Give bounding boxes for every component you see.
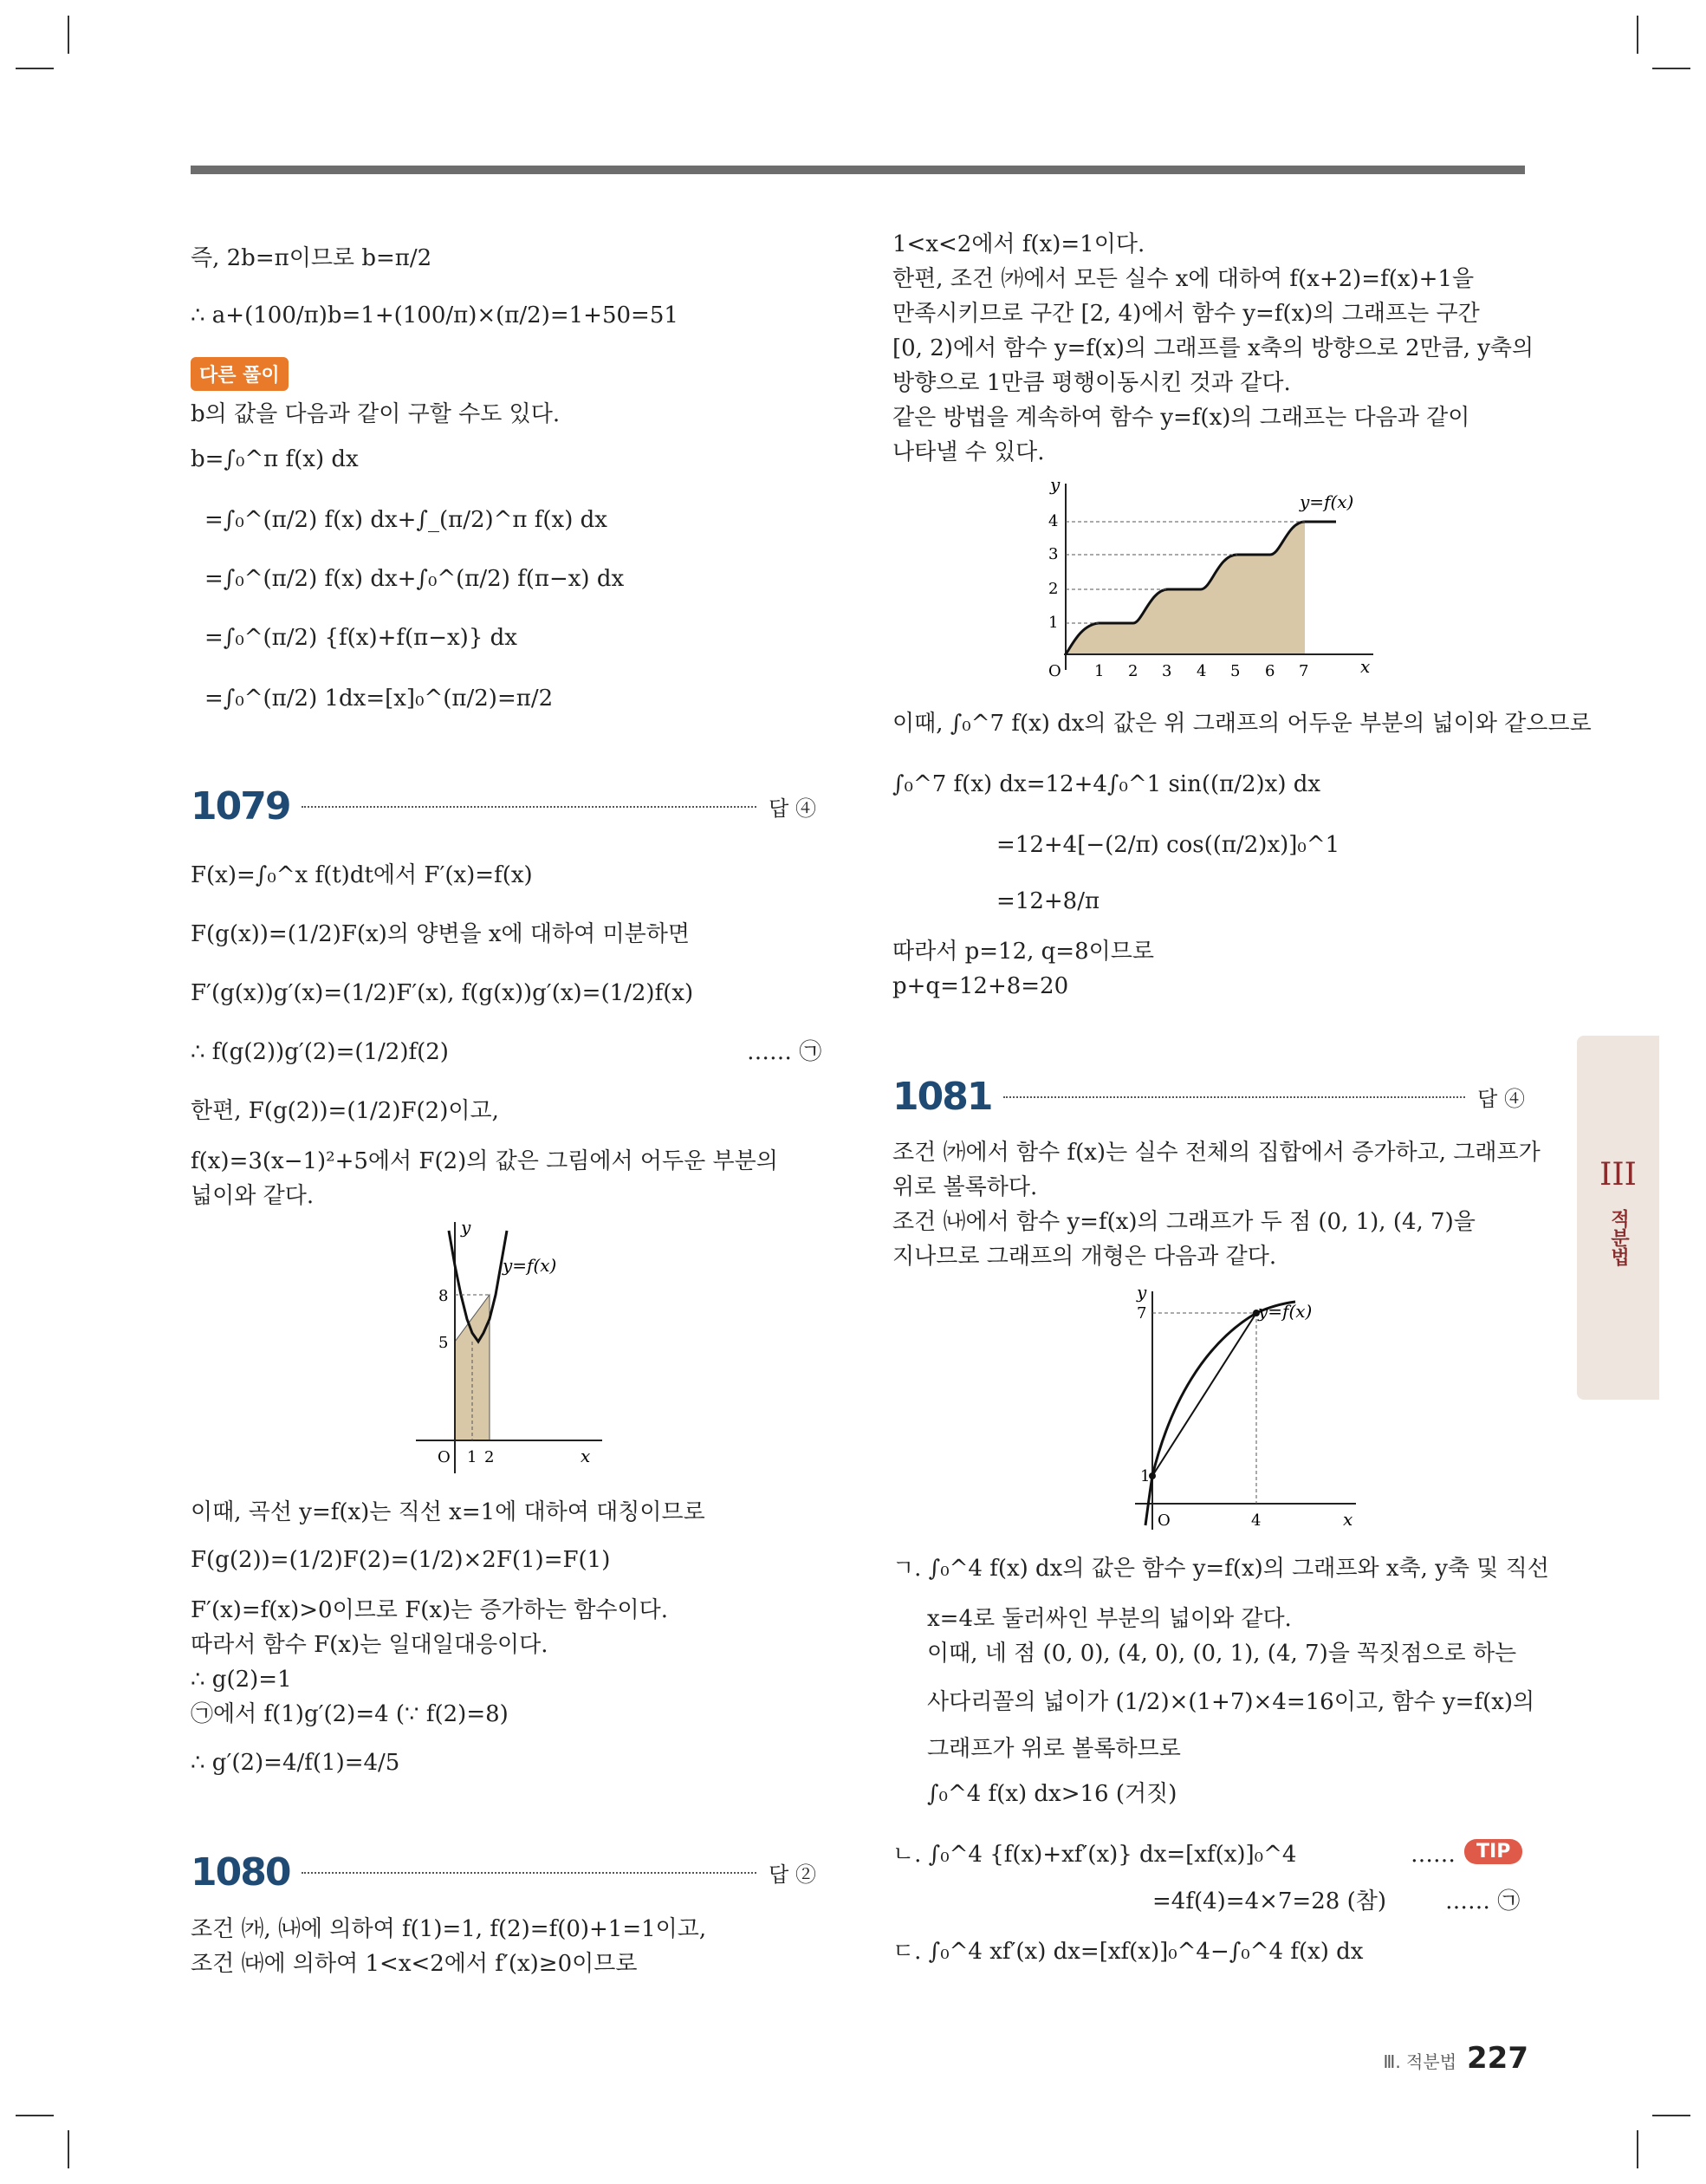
math-line: p+q=12+8=20 [892, 973, 1069, 999]
equation-marker: …… [1411, 1842, 1456, 1868]
tick-label: 5 [1230, 662, 1241, 680]
leader-dots [302, 806, 756, 808]
chapter-roman: III [1599, 1157, 1637, 1193]
text-line: 조건 ㈎에서 함수 f(x)는 실수 전체의 집합에서 증가하고, 그래프가 [892, 1140, 1541, 1166]
curve-label: y=f(x) [503, 1255, 557, 1276]
tick-label: 2 [1048, 580, 1059, 598]
text-line: 조건 ㈎, ㈏에 의하여 f(1)=1, f(2)=f(0)+1=1이고, [191, 1916, 707, 1942]
crop-mark [1637, 16, 1638, 54]
math-line: =∫₀^(π/2) f(x) dx+∫_(π/2)^π f(x) dx [204, 507, 607, 533]
text-line: 넓이와 같다. [191, 1183, 315, 1209]
math-line: F(g(x))=(1/2)F(x)의 양변을 x에 대하여 미분하면 [191, 921, 690, 947]
page-footer [1384, 2041, 1528, 2076]
math-line: ∫₀^7 f(x) dx=12+4∫₀^1 sin((π/2)x) dx [892, 771, 1321, 797]
crop-mark [16, 68, 54, 69]
text-line: 나타낼 수 있다. [892, 439, 1045, 465]
math-line: ㄷ. ∫₀^4 xf′(x) dx=[xf(x)]₀^4−∫₀^4 f(x) dx [892, 1939, 1364, 1965]
tick-label: 1 [467, 1448, 477, 1466]
graph-1079 [407, 1218, 615, 1478]
text-line: x=4로 둘러싸인 부분의 넓이와 같다. [927, 1606, 1292, 1632]
text-line: 같은 방법을 계속하여 함수 y=f(x)의 그래프는 다음과 같이 [892, 405, 1470, 431]
page-number: 227 [1467, 2041, 1528, 2076]
text-line: 따라서 p=12, q=8이므로 [892, 939, 1154, 965]
tick-label: 3 [1162, 662, 1172, 680]
tick-label: 4 [1197, 662, 1207, 680]
tick-label: 7 [1299, 662, 1309, 680]
text-line: 조건 ㈐에 의하여 1<x<2에서 f′(x)≥0이므로 [191, 1951, 638, 1977]
tip-badge: TIP [1464, 1839, 1522, 1864]
tick-label: O [438, 1448, 451, 1466]
text-line: ∴ a+(100/π)b=1+(100/π)×(π/2)=1+50=51 [191, 302, 678, 328]
top-rule [191, 166, 1525, 174]
text-line: f(x)=3(x−1)²+5에서 F(2)의 값은 그림에서 어두운 부분의 [191, 1148, 778, 1174]
axis-label-x: x [1360, 656, 1371, 677]
text-line: 지나므로 그래프의 개형은 다음과 같다. [892, 1244, 1277, 1270]
math-line: 이때, ∫₀^7 f(x) dx의 값은 위 그래프의 어두운 부분의 넓이와 같으므로 [892, 711, 1592, 737]
graph-1081 [1118, 1283, 1369, 1534]
tick-label: 6 [1265, 662, 1275, 680]
alt-solution-badge: 다른 풀이 [191, 357, 289, 391]
problem-header-1079 [191, 784, 816, 829]
text-line: 위로 볼록하다. [892, 1174, 1038, 1200]
crop-mark [1637, 2130, 1638, 2168]
axis-label-y: y [1050, 475, 1061, 495]
tick-label: 7 [1137, 1304, 1147, 1323]
tick-label: 8 [438, 1287, 449, 1305]
math-line: 사다리꼴의 넓이가 (1/2)×(1+7)×4=16이고, 함수 y=f(x)의 [927, 1689, 1535, 1715]
axis-label-x: x [581, 1446, 591, 1466]
leader-dots [302, 1872, 756, 1874]
chord-line [1152, 1313, 1256, 1476]
answer-label: 답 ④ [1477, 1087, 1525, 1111]
leader-dots [1003, 1096, 1465, 1098]
text-line: 즉, 2b=π이므로 b=π/2 [191, 245, 432, 271]
text-line: 이때, 네 점 (0, 0), (4, 0), (0, 1), (4, 7)을 꼭짓점으로 하는 [927, 1641, 1517, 1667]
text-line: F′(x)=f(x)>0이므로 F(x)는 증가하는 함수이다. [191, 1597, 669, 1623]
tick-label: 3 [1048, 545, 1059, 563]
axis-label-y: y [1137, 1283, 1147, 1303]
math-line: F′(g(x))g′(x)=(1/2)F′(x), f(g(x))g′(x)=(1/2)f(x) [191, 980, 694, 1006]
tick-label: 2 [1128, 662, 1138, 680]
text-line: 따라서 함수 F(x)는 일대일대응이다. [191, 1632, 548, 1658]
math-line: ㄴ. ∫₀^4 {f(x)+xf′(x)} dx=[xf(x)]₀^4 [892, 1842, 1297, 1868]
problem-number: 1081 [892, 1075, 992, 1119]
crop-mark [1652, 68, 1690, 69]
problem-number: 1080 [191, 1850, 290, 1895]
math-line: =∫₀^(π/2) 1dx=[x]₀^(π/2)=π/2 [204, 686, 554, 712]
tick-label: 4 [1048, 512, 1059, 530]
crop-mark [68, 16, 69, 54]
math-line: b=∫₀^π f(x) dx [191, 446, 359, 472]
text-line: 조건 ㈏에서 함수 y=f(x)의 그래프가 두 점 (0, 1), (4, 7)을 [892, 1209, 1476, 1235]
answer-label: 답 ④ [769, 796, 816, 821]
text-line: 한편, 조건 ㈎에서 모든 실수 x에 대하여 f(x+2)=f(x)+1을 [892, 266, 1475, 292]
equation-marker: …… ㉠ [747, 1039, 822, 1065]
math-line: F(g(2))=(1/2)F(2)=(1/2)×2F(1)=F(1) [191, 1547, 611, 1573]
math-line: ∴ g′(2)=4/f(1)=4/5 [191, 1750, 400, 1776]
chapter-label [1577, 1209, 1659, 1273]
axis-label-y: y [461, 1218, 471, 1238]
tick-label: 1 [1094, 662, 1105, 680]
tick-label: O [1158, 1511, 1171, 1530]
text-line: 만족시키므로 구간 [2, 4)에서 함수 y=f(x)의 그래프는 구간 [892, 301, 1480, 327]
curve-label: y=f(x) [1300, 491, 1354, 512]
text-line: [0, 2)에서 함수 y=f(x)의 그래프를 x축의 방향으로 2만큼, y축의 [892, 335, 1534, 361]
math-line: =12+8/π [996, 888, 1100, 914]
crop-mark [1652, 2115, 1690, 2116]
math-line: 한편, F(g(2))=(1/2)F(2)이고, [191, 1098, 499, 1124]
math-line: ∴ f(g(2))g′(2)=(1/2)f(2) [191, 1039, 449, 1065]
problem-number: 1079 [191, 784, 290, 829]
answer-label: 답 ② [769, 1862, 816, 1887]
equation-marker: …… ㉠ [1445, 1888, 1521, 1914]
problem-header-1080 [191, 1850, 816, 1895]
footer-chapter: Ⅲ. 적분법 [1383, 2051, 1457, 2072]
math-line: F(x)=∫₀^x f(t)dt에서 F′(x)=f(x) [191, 862, 533, 888]
math-line: =12+4[−(2/π) cos((π/2)x)]₀^1 [996, 832, 1340, 858]
math-line: =∫₀^(π/2) {f(x)+f(π−x)} dx [204, 625, 517, 651]
text-line: 이때, 곡선 y=f(x)는 직선 x=1에 대하여 대칭이므로 [191, 1499, 705, 1525]
tick-label: 5 [438, 1334, 449, 1352]
text-line: 1<x<2에서 f(x)=1이다. [892, 231, 1145, 257]
math-line: ㄱ. ∫₀^4 f(x) dx의 값은 함수 y=f(x)의 그래프와 x축, y축 및 직선 [892, 1556, 1549, 1582]
tick-label: 2 [484, 1448, 495, 1466]
axis-label-x: x [1343, 1509, 1353, 1530]
chapter-side-tab [1577, 1036, 1659, 1400]
text-line: 방향으로 1만큼 평행이동시킨 것과 같다. [892, 370, 1291, 396]
text-line: 그래프가 위로 볼록하므로 [927, 1736, 1181, 1762]
math-line: ∫₀^4 f(x) dx>16 (거짓) [927, 1781, 1177, 1807]
tick-label: 1 [1140, 1467, 1151, 1485]
tick-label: 1 [1048, 614, 1059, 632]
crop-mark [68, 2130, 69, 2168]
math-line: =4f(4)=4×7=28 (참) [1152, 1888, 1386, 1914]
chapter-label-text: 적분법 [1607, 1209, 1630, 1266]
problem-header-1081 [892, 1075, 1525, 1119]
function-curve [1145, 1302, 1295, 1525]
math-line: ∴ g(2)=1 [191, 1667, 292, 1693]
math-line: =∫₀^(π/2) f(x) dx+∫₀^(π/2) f(π−x) dx [204, 566, 625, 592]
graph-1080 [1031, 475, 1395, 683]
crop-mark [16, 2115, 54, 2116]
tick-label: O [1048, 662, 1061, 680]
text-line: b의 값을 다음과 같이 구할 수도 있다. [191, 401, 561, 427]
curve-label: y=f(x) [1258, 1301, 1313, 1322]
math-line: ㉠에서 f(1)g′(2)=4 (∵ f(2)=8) [191, 1701, 509, 1727]
tick-label: 4 [1251, 1511, 1262, 1530]
